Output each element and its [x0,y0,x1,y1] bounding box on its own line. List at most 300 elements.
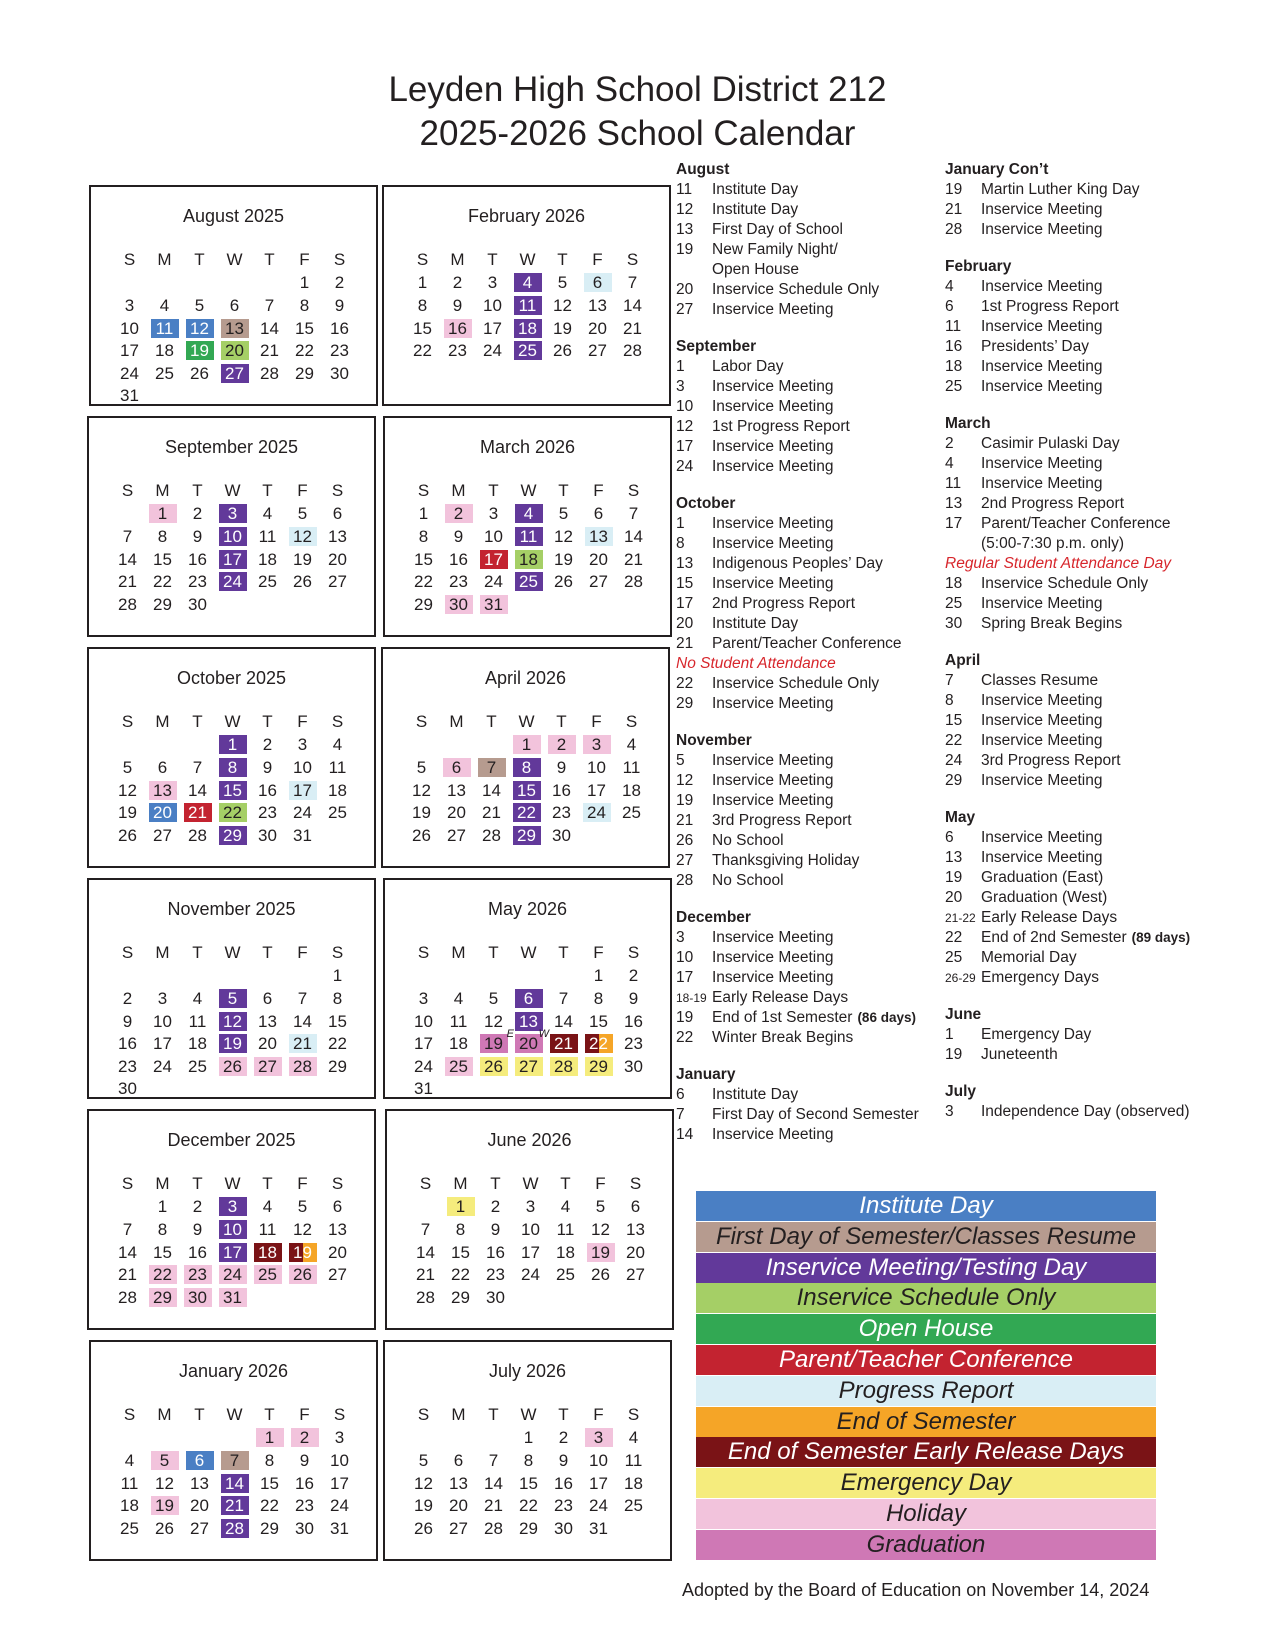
day-number: 20 [221,341,249,360]
event-text: Inservice Meeting [712,969,834,986]
day-number: 3 [585,1428,613,1447]
calendar-day [581,1472,616,1495]
day-number: 5 [416,757,427,777]
calendar-day [614,801,649,824]
calendar-day [180,824,215,847]
calendar-day [215,503,250,526]
event-text: Institute Day [712,181,799,198]
empty-day [217,1427,252,1450]
event-text: 3rd Progress Report [712,812,852,829]
empty-day [110,965,145,988]
month-grid [110,480,355,616]
event-text: Open House [712,261,800,278]
event-text: Inservice Meeting [981,849,1103,866]
day-number: 28 [118,594,137,614]
day-number: 8 [523,1450,534,1470]
weekday-header: S [415,712,428,732]
event-date: 14 [676,1126,694,1143]
day-number: 18 [624,1473,643,1493]
calendar-day [250,503,285,526]
event-row [676,437,919,457]
calendar-day [215,1241,250,1264]
day-number: 8 [417,295,428,315]
event-row [676,1105,919,1125]
event-text: Inservice Meeting [981,221,1103,238]
empty-day [513,1286,548,1309]
weekday-header: T [192,943,203,963]
day-number: 22 [149,1265,177,1284]
day-number: 1 [593,966,604,986]
event-text: New Family Night/ [712,241,838,258]
calendar-day [579,756,614,779]
calendar-day [145,824,180,847]
day-number: 1 [299,273,310,293]
calendar-day [404,779,439,802]
event-text: Inservice Meeting [981,595,1103,612]
calendar-day [320,1196,355,1219]
day-number: 1 [447,1197,475,1216]
weekday-header: S [333,250,346,270]
day-number: 14 [554,1011,573,1031]
day-number: 25 [515,572,543,591]
event-row [676,791,919,811]
calendar-day [217,362,252,385]
event-row [676,771,919,791]
event-text: Labor Day [712,358,784,375]
day-number: 3 [334,1428,345,1448]
calendar-day [406,987,441,1010]
calendar-day [252,339,287,362]
calendar-day [215,1055,250,1078]
event-text: First Day of Second Semester [712,1106,919,1123]
adoption-note: Adopted by the Board of Education on November 14, 2024 [682,1580,1150,1600]
day-number: 26 [480,1057,508,1076]
day-number: 5 [194,295,205,315]
day-number: 10 [589,1450,608,1470]
calendar-day [440,317,475,340]
empty-day [616,593,651,616]
weekday-header: M [453,1174,468,1194]
calendar-day [511,1028,549,1055]
calendar-day [145,525,180,548]
day-number: 26 [289,1265,317,1284]
calendar-day [285,570,320,593]
calendar-day [546,1494,581,1517]
event-text: End of 2nd Semester [981,929,1127,946]
day-number: 13 [626,1219,645,1239]
calendar-day [180,1241,215,1264]
day-number: 29 [328,1056,347,1076]
calendar-day [404,801,439,824]
day-number: 8 [332,988,343,1008]
day-number: 26 [554,572,573,592]
month-title: December 2025 [167,1130,296,1150]
empty-day [145,734,180,757]
calendar-day [511,570,546,593]
calendar-day [408,1286,443,1309]
calendar-day [182,1449,217,1472]
day-number: 29 [153,594,172,614]
day-number: 18 [556,1242,575,1262]
day-number: 9 [558,1450,569,1470]
day-number: 18 [514,319,542,338]
day-number: 28 [624,572,643,592]
event-row [676,1028,919,1048]
day-number: 16 [188,549,207,569]
day-number: 1 [418,504,429,524]
event-row [945,771,1190,791]
event-date: 1 [945,1026,954,1043]
day-number: 22 [414,572,433,592]
weekday-header: S [121,481,134,501]
day-number: 4 [159,295,170,315]
day-number: 21 [221,1496,249,1515]
event-date: 8 [676,535,685,552]
event-date: 29 [945,772,963,789]
calendar-day [285,548,320,571]
event-row [945,711,1190,731]
day-number: 21 [118,1265,137,1285]
event-row [676,811,919,831]
event-date: 3 [676,929,685,946]
calendar-day [110,548,145,571]
event-text: Casimir Pulaski Day [981,435,1120,452]
event-text: 3rd Progress Report [981,752,1121,769]
event-date: 19 [676,241,694,258]
calendar-day [476,593,511,616]
day-number: 15 [328,1011,347,1031]
weekday-header: S [331,1174,344,1194]
empty-day [112,1427,147,1450]
calendar-day [147,1517,182,1540]
calendar-day [475,272,510,295]
empty-day [180,734,215,757]
event-row [676,220,919,240]
event-text: Emergency Days [981,969,1100,986]
calendar-day [476,1055,511,1078]
calendar-day [320,1218,355,1241]
calendar-day [615,317,650,340]
day-number: 15 [295,318,314,338]
event-row [676,831,919,851]
event-text: Inservice Meeting [712,301,834,318]
calendar-day [546,1449,581,1472]
weekday-header: T [192,712,203,732]
event-text: 1st Progress Report [981,298,1119,315]
event-row [945,574,1190,594]
event-date: 13 [676,221,694,238]
weekday-header: S [417,1405,430,1425]
calendar-day [406,1010,441,1033]
calendar-day [616,570,651,593]
event-text: (5:00-7:30 p.m. only) [981,535,1125,552]
empty-day [546,965,581,988]
day-number: 29 [219,826,247,845]
calendar-day [250,1241,285,1264]
calendar-day [147,362,182,385]
day-number: 12 [591,1219,610,1239]
month-april-2026 [381,647,670,868]
calendar-day [579,734,614,757]
month-grid [110,1173,355,1309]
calendar-day [509,801,544,824]
day-number: 18 [622,780,641,800]
event-date: 25 [945,595,963,612]
day-number: 6 [630,1197,641,1217]
event-month-heading: July [945,1083,977,1100]
calendar-day [180,525,215,548]
legend-item-progress: Progress Report [696,1376,1156,1406]
calendar-day [441,548,476,571]
calendar-day [546,548,581,571]
empty-day [287,385,322,408]
calendar-day [320,570,355,593]
calendar-day [180,1286,215,1309]
weekday-header: T [556,712,567,732]
calendar-day [110,801,145,824]
event-row [945,377,1190,397]
empty-day [581,1078,616,1101]
event-row [945,474,1190,494]
day-number: 27 [153,825,172,845]
month-title: March 2026 [479,437,576,457]
day-number: 2 [192,504,203,524]
day-number: 29 [295,363,314,383]
calendar-day [285,525,320,548]
day-number: 31 [219,1288,247,1307]
event-note: Regular Student Attendance Day [945,555,1172,572]
day-number: 1 [417,273,428,293]
calendar-day [616,1449,651,1472]
calendar-day [511,1472,546,1495]
day-number: 23 [486,1265,505,1285]
empty-day [616,1517,651,1540]
day-number: 9 [490,1219,501,1239]
calendar-day [215,987,250,1010]
empty-day [145,965,180,988]
empty-day [147,272,182,295]
event-date: 2 [945,435,954,452]
event-date: 16 [945,338,963,355]
month-july-2026 [383,1340,672,1561]
event-text: 1st Progress Report [712,418,850,435]
month-january-2026 [89,1340,378,1561]
calendar-day [579,779,614,802]
day-number: 17 [219,1243,247,1262]
calendar-day [406,548,441,571]
day-number: 6 [453,1450,464,1470]
calendar-day [145,593,180,616]
calendar-day [406,525,441,548]
calendar-day [285,1263,320,1286]
day-number: 27 [254,1057,282,1076]
calendar-day [439,779,474,802]
weekday-header: F [593,943,604,963]
event-date: 6 [945,829,954,846]
day-number: 27 [328,1265,347,1285]
day-number: 13 [328,526,347,546]
event-text: Inservice Meeting [981,692,1103,709]
calendar-day [475,294,510,317]
calendar-day [215,801,250,824]
color-legend [696,1191,1156,1561]
event-row [945,337,1190,357]
event-row [945,848,1190,868]
empty-day [320,593,355,616]
calendar-day [618,1196,653,1219]
day-number: 30 [330,363,349,383]
day-number: 8 [593,988,604,1008]
calendar-day [250,987,285,1010]
day-number: 2 [122,988,133,1008]
weekday-header: W [520,943,537,963]
day-number: 9 [452,295,463,315]
event-text: Inservice Meeting [712,929,834,946]
calendar-day [252,362,287,385]
day-number: 2 [490,1197,501,1217]
day-number: 4 [628,1428,639,1448]
day-number: 3 [219,1197,247,1216]
day-number: 25 [155,363,174,383]
event-month-heading: December [676,909,751,926]
day-number: 10 [219,527,247,546]
calendar-day [440,339,475,362]
calendar-day [145,801,180,824]
calendar-day [443,1286,478,1309]
event-row [676,180,919,200]
event-text: Inservice Meeting [981,475,1103,492]
empty-day [546,1078,581,1101]
calendar-day [322,1427,357,1450]
day-number: 13 [449,1473,468,1493]
day-number: 12 [554,526,573,546]
event-row [676,851,919,871]
day-number: 11 [624,1450,643,1470]
day-number: 11 [258,1219,277,1239]
calendar-day [110,779,145,802]
day-number: 2 [334,273,345,293]
event-row [945,317,1190,337]
calendar-day [110,987,145,1010]
calendar-day [322,1517,357,1540]
empty-day [110,734,145,757]
calendar-day [511,1494,546,1517]
calendar-day [616,503,651,526]
day-number: 29 [585,1057,613,1076]
month-grid [112,1404,357,1540]
legend-item-emergency: Emergency Day [696,1468,1156,1498]
day-number: 30 [486,1287,505,1307]
event-row [676,200,919,220]
calendar-day [546,1472,581,1495]
event-text: Inservice Meeting [981,201,1103,218]
event-date: 26 [676,832,694,849]
day-number: 13 [588,295,607,315]
empty-day [439,734,474,757]
event-text: Presidents’ Day [981,338,1089,355]
day-number: 18 [515,550,543,569]
day-number: 8 [455,1219,466,1239]
weekday-header: T [560,1174,571,1194]
calendar-day [548,1218,583,1241]
calendar-day [510,317,545,340]
event-row [945,908,1190,928]
calendar-day [110,1032,145,1055]
weekday-header: T [194,250,205,270]
calendar-day [406,1472,441,1495]
event-date: 28 [945,221,963,238]
empty-day [322,385,357,408]
day-number: 27 [588,341,607,361]
month-grid [110,942,355,1100]
weekday-header: M [155,943,170,963]
day-number: 24 [589,1496,608,1516]
day-number: 10 [521,1219,540,1239]
day-number: 4 [262,1197,273,1217]
day-number: 22 [260,1496,279,1516]
day-number: 24 [219,1265,247,1284]
calendar-day [252,294,287,317]
empty-day [616,1078,651,1101]
day-number: 11 [151,319,179,338]
empty-day [476,965,511,988]
legend-item-open-house: Open House [696,1314,1156,1344]
day-number: 2 [445,504,473,523]
day-number: 8 [418,526,429,546]
calendar-day [616,1010,651,1033]
calendar-day [215,548,250,571]
calendar-day [217,1449,252,1472]
event-row [945,534,1190,554]
calendar-day [546,1010,581,1033]
weekday-header: F [593,481,604,501]
day-number: 5 [122,757,133,777]
event-date: 1 [676,358,685,375]
day-number: 14 [188,780,207,800]
event-text: Inservice Meeting [981,732,1103,749]
calendar-day [182,362,217,385]
calendar-day [509,734,544,757]
calendar-day [322,317,357,340]
day-number: 24 [219,572,247,591]
calendar-day [616,965,651,988]
event-row [676,614,919,634]
weekday-header: F [591,712,602,732]
event-text: Institute Day [712,1086,799,1103]
weekday-header: S [121,712,134,732]
day-number: 17 [120,341,139,361]
event-date: 27 [676,301,694,318]
event-row [945,277,1190,297]
day-number: 17 [414,1034,433,1054]
calendar-day [408,1263,443,1286]
event-date: 21 [676,635,694,652]
calendar-day [320,548,355,571]
day-number: 15 [260,1473,279,1493]
event-date: 4 [945,278,954,295]
event-row [676,988,919,1008]
day-number: 19 [118,803,137,823]
calendar-day [215,525,250,548]
event-date: 25 [945,949,963,966]
day-number: 22 [295,341,314,361]
weekday-header: F [595,1174,606,1194]
event-row [945,180,1190,200]
calendar-day [511,1427,546,1450]
events-list-left [676,160,919,1145]
event-text: Inservice Meeting [712,792,834,809]
event-date: 17 [676,969,694,986]
